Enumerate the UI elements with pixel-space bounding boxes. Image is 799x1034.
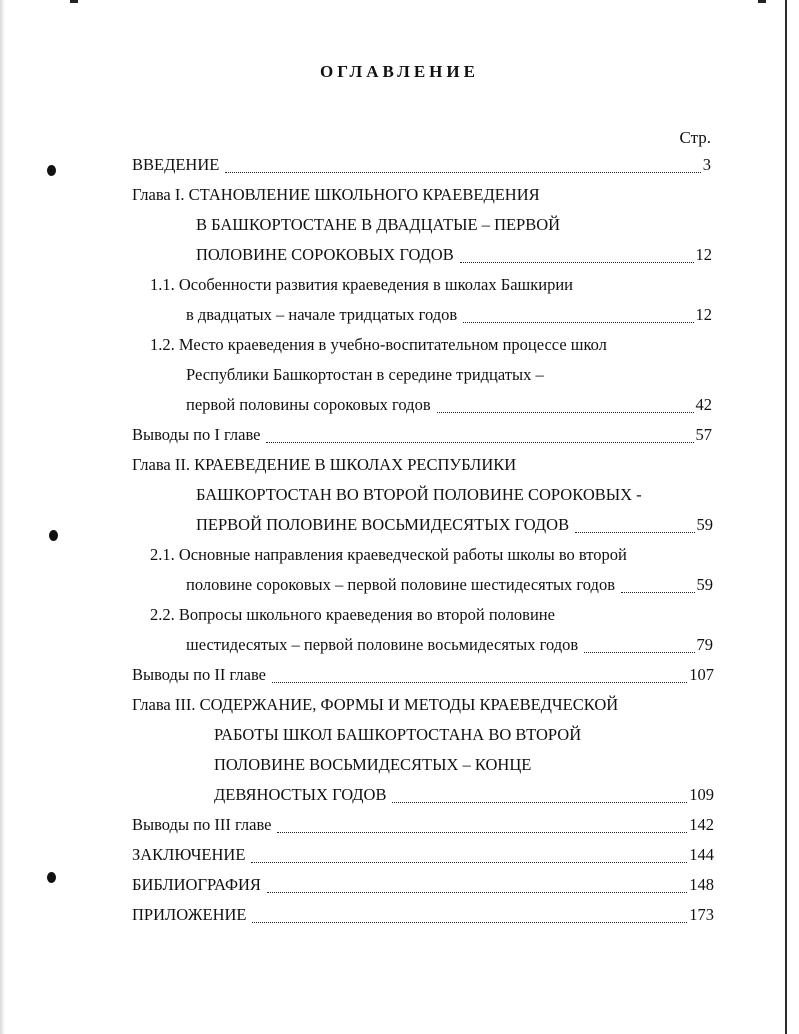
toc-entry	[150, 335, 607, 359]
toc-entry-text: Глава II. КРАЕВЕДЕНИЕ В ШКОЛАХ РЕСПУБЛИКИ	[132, 455, 517, 474]
toc-entry-text: ДЕВЯНОСТЫХ ГОДОВ	[214, 785, 387, 804]
toc-entry-text: РАБОТЫ ШКОЛ БАШКОРТОСТАНА ВО ВТОРОЙ	[214, 725, 582, 744]
toc-entry-text: 2.1. Основные направления краеведческой работы школы во второй	[150, 545, 627, 564]
toc-entry-text: БАШКОРТОСТАН ВО ВТОРОЙ ПОЛОВИНЕ СОРОКОВЫХ -	[196, 485, 642, 504]
toc-entry-text: ПОЛОВИНЕ ВОСЬМИДЕСЯТЫХ – КОНЦЕ	[214, 755, 532, 774]
toc-entry	[186, 305, 712, 329]
toc-entry	[150, 275, 573, 299]
toc-entry-page: 107	[689, 665, 714, 684]
toc-entry-page: 59	[696, 515, 713, 534]
toc-entry-text: половине сороковых – первой половине шестидесятых годов	[186, 575, 615, 594]
punch-hole-icon	[47, 165, 56, 176]
toc-entry-text: ЗАКЛЮЧЕНИЕ	[132, 845, 246, 864]
toc-entry-text: ПЕРВОЙ ПОЛОВИНЕ ВОСЬМИДЕСЯТЫХ ГОДОВ	[196, 515, 570, 534]
dot-leader	[252, 921, 687, 923]
toc-entry	[132, 665, 714, 689]
toc-entry-page: 57	[695, 425, 712, 444]
toc-entry	[132, 875, 714, 899]
toc-entry-text: В БАШКОРТОСТАНЕ В ДВАДЦАТЫЕ – ПЕРВОЙ	[196, 215, 561, 234]
toc-entry-text: первой половины сороковых годов	[186, 395, 431, 414]
toc-entry	[132, 455, 516, 479]
toc-entry	[196, 485, 642, 509]
punch-hole-icon	[49, 530, 58, 541]
dot-leader	[266, 441, 693, 443]
toc-entry	[186, 575, 713, 599]
toc-entry	[186, 365, 544, 389]
dot-leader	[267, 891, 687, 893]
scan-top-mark	[758, 0, 766, 3]
toc-entry-page: 142	[689, 815, 714, 834]
toc-entry	[186, 635, 713, 659]
toc-entry	[132, 425, 712, 449]
toc-entry-page: 42	[695, 395, 712, 414]
toc-entry-text: 1.1. Особенности развития краеведения в школах Башкирии	[150, 275, 573, 294]
toc-entry	[132, 695, 618, 719]
toc-entry-text: шестидесятых – первой половине восьмидесятых годов	[186, 635, 579, 654]
dot-leader	[225, 171, 700, 173]
toc-entry-page: 12	[695, 305, 712, 324]
toc-entry-text: ПОЛОВИНЕ СОРОКОВЫХ ГОДОВ	[196, 245, 454, 264]
punch-hole-icon	[47, 872, 56, 883]
dot-leader	[392, 801, 687, 803]
toc-entry-text: ПРИЛОЖЕНИЕ	[132, 905, 247, 924]
toc-entry	[196, 245, 712, 269]
dot-leader	[437, 411, 694, 413]
toc-entry	[132, 905, 714, 929]
toc-entry-text: Глава I. СТАНОВЛЕНИЕ ШКОЛЬНОГО КРАЕВЕДЕНИЯ	[132, 185, 540, 204]
toc-entry	[150, 545, 627, 569]
dot-leader	[621, 591, 695, 593]
dot-leader	[277, 831, 687, 833]
toc-entry-page: 109	[689, 785, 714, 804]
toc-entry	[196, 215, 560, 239]
page-title: ОГЛАВЛЕНИЕ	[320, 62, 479, 81]
toc-entry	[214, 755, 531, 779]
scan-right-edge	[785, 0, 787, 1034]
scan-left-edge	[0, 0, 5, 1034]
toc-entry	[214, 725, 581, 749]
toc-entry	[132, 155, 711, 179]
toc-entry-page: 148	[689, 875, 714, 894]
toc-entry-text: Республики Башкортостан в середине тридцатых –	[186, 365, 544, 384]
toc-entry-text: ВВЕДЕНИЕ	[132, 155, 220, 174]
dot-leader	[463, 321, 693, 323]
toc-entry-text: 2.2. Вопросы школьного краеведения во второй половине	[150, 605, 555, 624]
page-column-label: Стр.	[679, 128, 711, 147]
toc-entry	[150, 605, 555, 629]
dot-leader	[272, 681, 687, 683]
toc-entry	[196, 515, 713, 539]
toc-entry-page: 3	[702, 155, 711, 174]
toc-entry-text: Выводы по I главе	[132, 425, 261, 444]
toc-entry-text: 1.2. Место краеведения в учебно-воспитательном процессе школ	[150, 335, 607, 354]
toc-entry-text: Глава III. СОДЕРЖАНИЕ, ФОРМЫ И МЕТОДЫ КРАЕВЕДЧЕСКОЙ	[132, 695, 619, 714]
dot-leader	[251, 861, 687, 863]
toc-entry-page: 144	[689, 845, 714, 864]
toc-entry	[132, 185, 540, 209]
toc-entry-text: БИБЛИОГРАФИЯ	[132, 875, 261, 894]
toc-entry-text: Выводы по III главе	[132, 815, 272, 834]
dot-leader	[575, 531, 694, 533]
toc-entry	[186, 395, 712, 419]
toc-entry-text: Выводы по II главе	[132, 665, 266, 684]
toc-entry-page: 79	[696, 635, 713, 654]
toc-entry	[214, 785, 714, 809]
toc-entry	[132, 845, 714, 869]
dot-leader	[460, 261, 694, 263]
toc-entry-page: 173	[689, 905, 714, 924]
toc-entry-text: в двадцатых – начале тридцатых годов	[186, 305, 458, 324]
toc-entry-page: 59	[696, 575, 713, 594]
toc-entry-page: 12	[695, 245, 712, 264]
scan-top-mark	[70, 0, 78, 3]
dot-leader	[584, 651, 694, 653]
toc-entry	[132, 815, 714, 839]
